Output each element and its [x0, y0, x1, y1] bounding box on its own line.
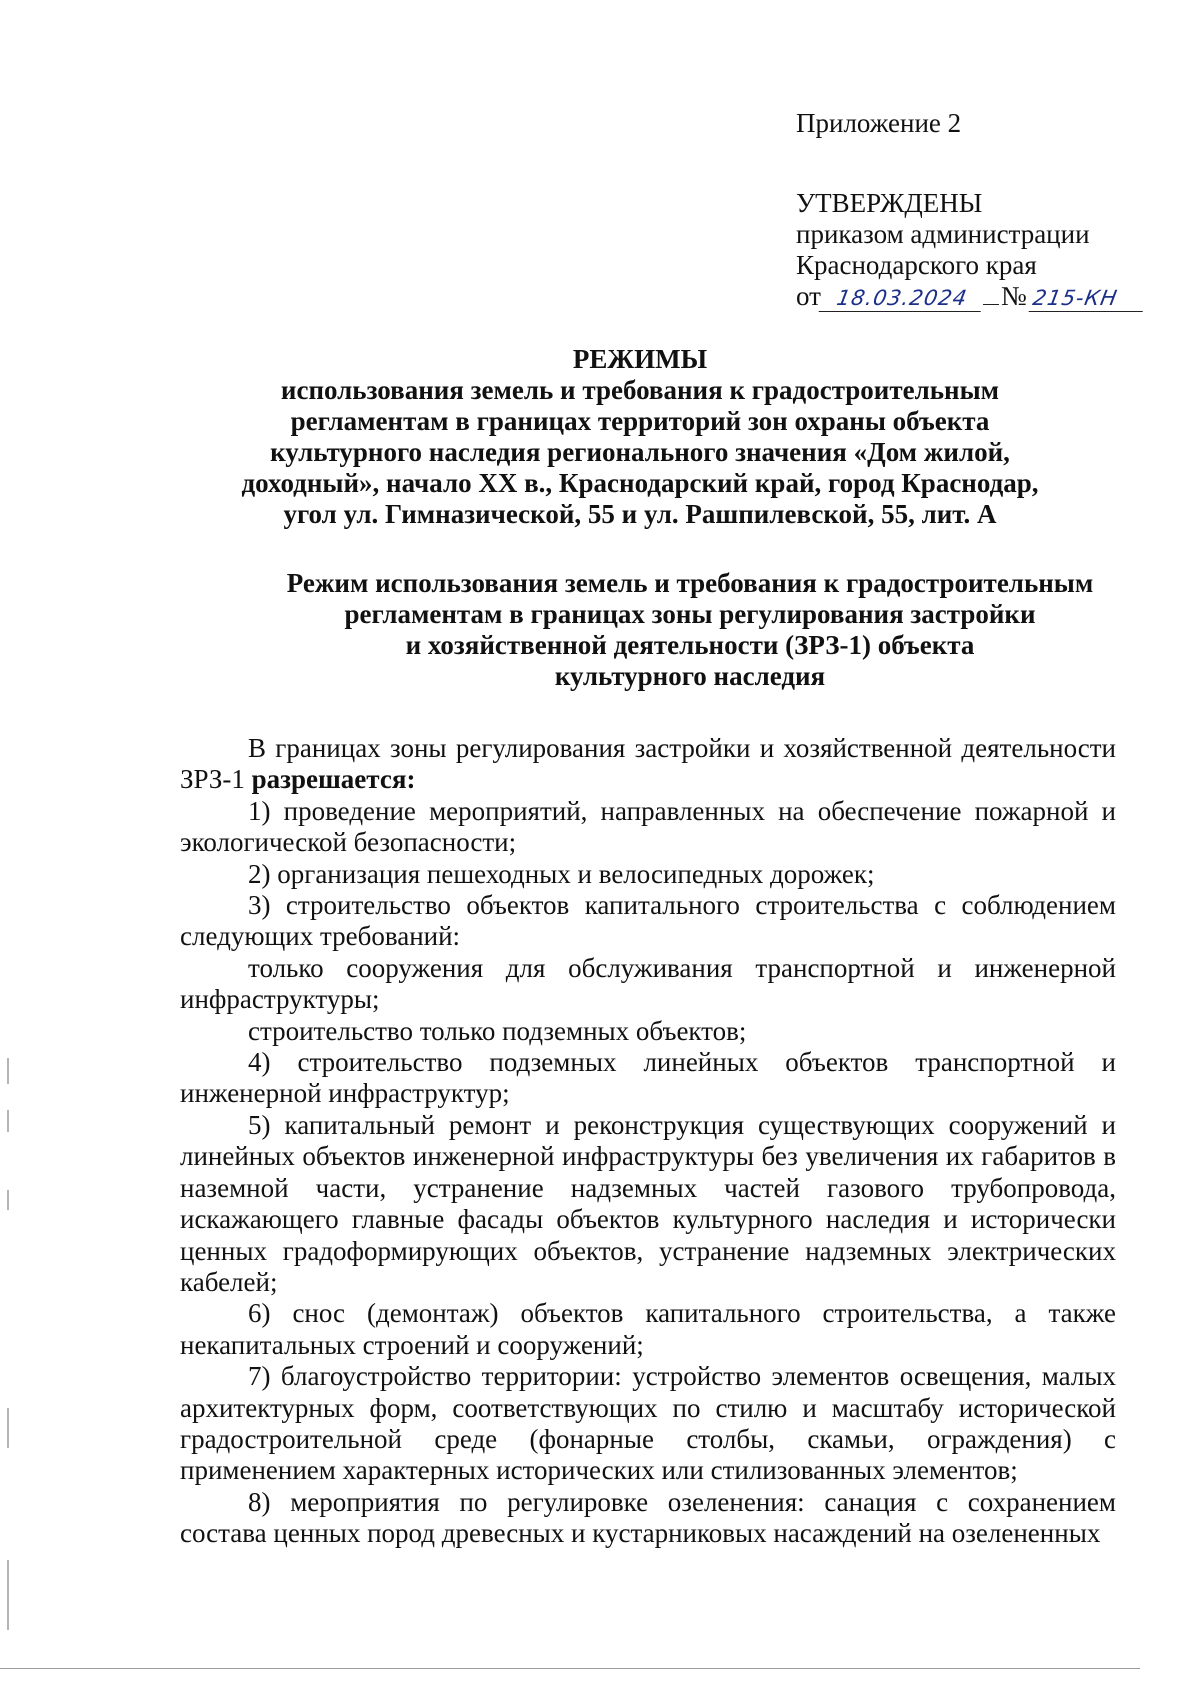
section-title-line: Режим использования земель и требования к градостроительным [286, 568, 1094, 598]
approved-region-text: Краснодарского края [796, 250, 1037, 280]
document-subtitle-line: культурного наследия регионального значения «Дом жилой, [270, 437, 1010, 467]
date-number-line [796, 281, 1176, 312]
list-item: 3) строительство объектов капитального строительства с соблюдением следующих требований: [180, 890, 1116, 952]
handwritten-number: 215-КН [1028, 285, 1147, 312]
section-title-line: регламентам в границах зоны регулирования застройки [344, 599, 1036, 629]
date-prefix: от [796, 281, 821, 311]
list-item: 7) благоустройство территории: устройство элементов освещения, малых архитектурных форм, соответствующих по стилю и масштабу исторической градостроительной среде (фонарные столбы, скамьи, ограждения) с применением характерных исторических или стилизованных элементов; [180, 1361, 1116, 1486]
document-body [180, 733, 1116, 1550]
document-title-block [180, 344, 1100, 530]
list-item: 2) организация пешеходных и велосипедных дорожек; [248, 858, 875, 889]
handwritten-date: 18.03.2024 [819, 285, 986, 312]
intro-paragraph [180, 733, 1116, 796]
document-subtitle-line: регламентам в границах территорий зон охраны объекта [290, 406, 990, 436]
intro-text: В границах зоны регулирования застройки и хозяйственной деятельности ЗРЗ-1 [180, 733, 1116, 795]
document-subtitle-line: использования земель и требования к градостроительным [280, 375, 1000, 405]
document-title: РЕЖИМЫ [572, 344, 708, 374]
approved-label: УТВЕРЖДЕНЫ [796, 188, 983, 218]
list-item: 1) проведение мероприятий, направленных на обеспечение пожарной и экологической безопасности; [180, 795, 1116, 858]
intro-bold-text: разрешается: [251, 764, 416, 795]
section-title-line: и хозяйственной деятельности (ЗРЗ-1) объекта [405, 630, 975, 660]
approval-header [796, 108, 1176, 312]
scan-edge-mark [7, 1408, 9, 1448]
approved-by-text: приказом администрации [796, 219, 1090, 249]
list-item: 8) мероприятия по регулировке озеленения: санация с сохранением состава ценных пород древесных и кустарниковых насаждений на озелененных [180, 1486, 1116, 1549]
list-item: только сооружения для обслуживания транспортной и инженерной инфраструктуры; [180, 952, 1116, 1015]
list-item: 6) снос (демонтаж) объектов капитального строительства, а также некапитальных строений и сооружений; [180, 1298, 1116, 1360]
scan-edge-mark [7, 1058, 9, 1084]
list-item: 4) строительство подземных линейных объектов транспортной и инженерной инфраструктур; [180, 1047, 1116, 1109]
document-subtitle-line: доходный», начало XX в., Краснодарский край, город Краснодар, [241, 468, 1039, 498]
underline-gap [983, 303, 999, 305]
scan-edge-mark [7, 1190, 9, 1210]
annex-label: Приложение 2 [796, 108, 962, 138]
scan-edge-mark [7, 1560, 9, 1630]
section-title-line: культурного наследия [554, 661, 826, 691]
number-sign: № [1000, 281, 1027, 311]
scan-bottom-line [0, 1668, 1140, 1669]
scan-edge-mark [7, 1110, 9, 1132]
list-item: строительство только подземных объектов; [248, 1015, 747, 1046]
document-subtitle-line: угол ул. Гимназической, 55 и ул. Рашпилевской, 55, лит. А [283, 499, 997, 529]
list-item: 5) капитальный ремонт и реконструкция существующих сооружений и линейных объектов инженерной инфраструктуры без увеличения их габаритов в наземной части, устранение надземных частей газового трубопровода, искажающего главные фасады объектов культурного наследия и исторически ценных градоформирующих объектов, устранение надземных электрических кабелей; [180, 1109, 1116, 1297]
section-title-block [250, 568, 1130, 692]
